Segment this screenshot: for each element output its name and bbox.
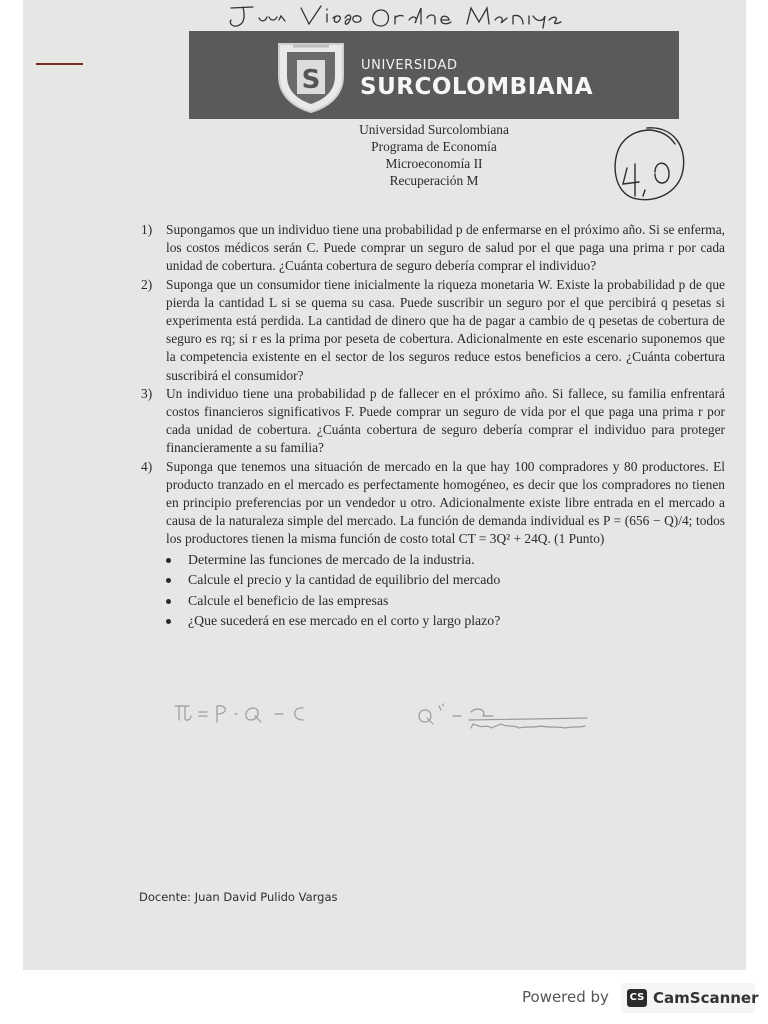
question-text: Suponga que un consumidor tiene inicialmente la riqueza monetaria W. Existe la probabilidad p de que pierda la cantidad L si se quema su casa. Puede suscribir un seguro por el que percibirá q pesetas si experimenta está perdida. La cantidad de dinero que ha de pagar a cambio de q pesetas de cobertura de seguro es rq; si r es la prima por peseta de cobertura. Adicionalmente en este escenario suponemos que la competencia existente en el sector de los seguros reduce estos beneficios a cero. ¿Cuánta cobertura suscribirá el consumidor? [166, 276, 725, 383]
header-line-course: Microeconomía II [385, 156, 483, 171]
question-number: 3) [141, 385, 153, 401]
header-line-program: Programa de Economía [371, 139, 497, 154]
handwritten-name-signature [223, 2, 563, 30]
question-text: Suponga que tenemos una situación de mercado en la que hay 100 compradores y 80 productores. El producto tranzado en el mercado es perfectamente homogéneo, es decir que los compradores no tienen en principio preferencias por un vendedor u otro. Adicionalmente existe libre entrada en el mercado a causa de la naturaleza simple del mercado. La función de demanda individual es P = (656 − Q)/4; todos los productores tienen la misma función de costo total CT = 3Q² + 24Q. (1 Punto) [166, 458, 725, 547]
scanned-page [23, 0, 746, 970]
svg-text:S: S [301, 65, 321, 95]
bullet-item: Calcule el precio y la cantidad de equilibrio del mercado [160, 571, 725, 589]
margin-mark [36, 63, 83, 65]
question-item [115, 385, 725, 458]
university-seal-icon [271, 36, 351, 114]
powered-by-text: Powered by [522, 988, 609, 1006]
question-item [115, 458, 725, 549]
bullet-item: Determine las funciones de mercado de la industria. [160, 551, 725, 569]
question-text: Supongamos que un individuo tiene una probabilidad p de enfermarse en el próximo año. Si se enferma, los costos médicos serán C. Puede comprar un seguro de salud por el que paga una prima r por cada unidad de cobertura. ¿Cuánta cobertura de seguro debería comprar el individuo? [166, 222, 725, 274]
university-banner [189, 31, 679, 119]
handwritten-student-name [223, 2, 563, 30]
question-number: 2) [141, 276, 153, 292]
teacher-name: Docente: Juan David Pulido Vargas [139, 890, 338, 904]
header-line-exam: Recuperación M [389, 173, 479, 188]
handwritten-formula [171, 698, 591, 734]
question-number: 4) [141, 458, 153, 474]
course-header [303, 121, 565, 189]
question-number: 1) [141, 222, 153, 237]
question-item [115, 276, 725, 385]
handwritten-formula-strokes [171, 698, 591, 734]
handwritten-grade [609, 124, 689, 206]
camscanner-footer [0, 970, 768, 1024]
questions-list [115, 221, 725, 633]
university-name-large: SURCOLOMBIANA [360, 74, 594, 100]
left-margin [0, 0, 23, 970]
bullet-item: ¿Que sucederá en ese mercado en el corto y largo plazo? [160, 612, 725, 630]
question-text: Un individuo tiene una probabilidad p de fallecer en el próximo año. Si fallece, su familia enfrentará costos financieros significativos F. Puede comprar un seguro de vida por el que paga una prima r por cada unidad de cobertura. ¿Cuánta cobertura de seguro debería comprar el individuo para proteger financieramente a su familia? [166, 385, 725, 456]
university-name-small: UNIVERSIDAD [361, 58, 458, 73]
question-4-bullets [115, 551, 725, 631]
handwritten-grade-mark [609, 124, 689, 206]
camscanner-badge-icon: CS [627, 989, 647, 1007]
camscanner-logo [621, 983, 759, 1013]
bullet-item: Calcule el beneficio de las empresas [160, 592, 725, 610]
header-line-university: Universidad Surcolombiana [359, 122, 509, 137]
question-item [115, 221, 725, 276]
camscanner-brand-name: CamScanner [653, 989, 759, 1007]
